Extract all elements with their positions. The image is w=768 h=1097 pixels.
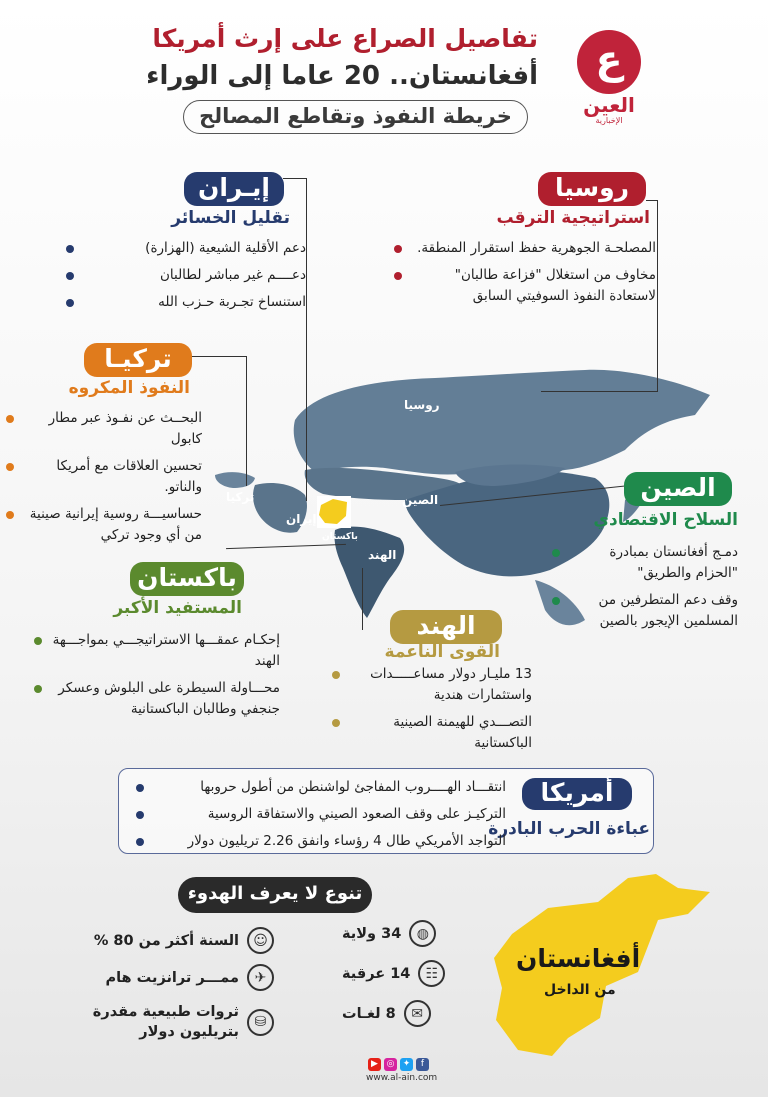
list-item: دمـج أفغانستان بمبادرة "الحزام والطريق" [552,542,738,584]
china-strategy: السلاح الاقتصادي [593,510,738,530]
usa-strategy: عباءة الحرب البادرة [488,819,650,839]
turkey-connector-top [192,356,246,357]
list-item: التصـــدي للهيمنة الصينية الباكستانية [332,712,532,754]
people-icon: ☷ [418,960,445,987]
map-label-india: الهند [368,548,397,562]
stat-resources [69,1002,274,1042]
turkey-strategy: النفوذ المكروه [68,378,190,398]
list-item: استنساخ تجـربة حـزب الله [66,292,306,313]
iran-strategy: تقليل الخسائر [171,208,290,228]
india-connector [362,568,363,630]
page-title: تفاصيل الصراع على إرث أمريكا [152,24,538,53]
map-label-iran: إيران [286,512,317,526]
russia-connector [657,200,658,392]
india-points [332,664,532,760]
stat-text: 34 ولاية [342,925,402,942]
stat-sunni [94,927,274,954]
india-strategy: القوى الناعمة [384,642,500,662]
list-item: التركيـز على وقف الصعود الصيني والاستفاقة الروسية [136,804,506,825]
usa-points [136,777,506,858]
person-icon: ☺ [247,927,274,954]
china-title: الصين [624,472,732,506]
iran-points [66,238,306,319]
logo-name: العين [583,93,635,117]
iran-connector-top [283,178,307,179]
turkey-points [6,408,202,552]
logo-letter: ع [577,30,641,94]
iran-title: إيـران [184,172,284,206]
afghanistan-sub: من الداخل [544,982,616,998]
turkey-title: تركيـا [84,343,192,377]
list-item: المصلحـة الجوهرية حفظ استقرار المنطقة. [394,238,656,259]
russia-title: روسيا [538,172,646,206]
diversity-title: تنوع لا يعرف الهدوء [178,877,372,913]
plane-icon: ✈ [247,964,274,991]
afghanistan-title: أفغانستان [516,944,641,973]
pakistan-points [34,630,280,726]
stat-text: 14 عرقية [342,965,411,982]
map-label-turkey: تركيا [226,490,255,504]
youtube-icon[interactable]: ▶ [368,1058,381,1071]
russia-strategy: استراتيجية الترقب [496,208,650,228]
footer-url[interactable]: www.al-ain.com [366,1073,438,1083]
list-item: انتقـــاد الهــــروب المفاجئ لواشنطن من أطول حروبها [136,777,506,798]
stat-provinces [342,920,436,947]
instagram-icon[interactable]: ◎ [384,1058,397,1071]
russia-points [394,238,656,313]
resources-icon: ⛁ [247,1009,274,1036]
stat-text: 8 لغـات [342,1005,396,1022]
twitter-icon[interactable]: ✦ [400,1058,413,1071]
turkey-connector [246,356,247,486]
list-item: تحسين العلاقات مع أمريكا والناتو. [6,456,202,498]
pakistan-title: باكستان [130,562,244,596]
russia-connector-bottom [541,391,658,392]
language-icon: ✉ [404,1000,431,1027]
list-item: إحكـام عمقـــها الاستراتيجـــي بمواجـــهة الهند [34,630,280,672]
stat-text: ثروات طبيعية مقدرة بتريليون دولار [92,1004,239,1040]
list-item: التواجد الأمريكي طال 4 رؤساء وانفق 2.26 تريليون دولار [136,831,506,852]
map-label-russia: روسيا [404,398,440,412]
list-item: دعــــم غير مباشر لطالبان [66,265,306,286]
logo-sub: الإخبارية [595,116,623,125]
globe-icon: ◍ [409,920,436,947]
china-points [552,542,738,638]
stat-languages [342,1000,431,1027]
list-item: وقف دعم المتطرفين من المسلمين الإيجور بالصين [552,590,738,632]
iran-connector [306,178,307,501]
page-subtitle: أفغانستان.. 20 عاما إلى الوراء [146,61,538,91]
india-title: الهند [390,610,502,644]
map-label-china: الصين [402,493,439,507]
list-item: البحــث عن نفـوذ عبر مطار كابول [6,408,202,450]
russia-region [294,370,710,475]
list-item: محـــاولة السيطرة على البلوش وعسكر جنجفي وطالبان الباكستانية [34,678,280,720]
list-item: حساسيـــة روسية إيرانية صينية من أي وجود تركي [6,504,202,546]
list-item: دعم الأقلية الشيعية (الهزارة) [66,238,306,259]
page-tagline: خريطة النفوذ وتقاطع المصالح [183,100,528,134]
list-item: مخاوف من استغلال "فزاعة طالبان" لاستعادة النفوذ السوفيتي السابق [394,265,656,307]
social-icons [368,1058,429,1071]
stat-text: السنة أكثر من 80 % [93,932,239,949]
usa-title: أمريكا [522,778,632,810]
list-item: 13 مليـار دولار مساعـــــدات واستثمارات هندية [332,664,532,706]
facebook-icon[interactable]: f [416,1058,429,1071]
brand-logo [572,30,646,125]
turkey-region [215,472,255,488]
stat-ethnicities [342,960,445,987]
stat-text: ممـــر ترانزيت هام [105,969,239,986]
map-label-pakistan: باكستان [322,532,358,542]
stat-transit [105,964,274,991]
pakistan-strategy: المستفيد الأكبر [113,598,242,618]
